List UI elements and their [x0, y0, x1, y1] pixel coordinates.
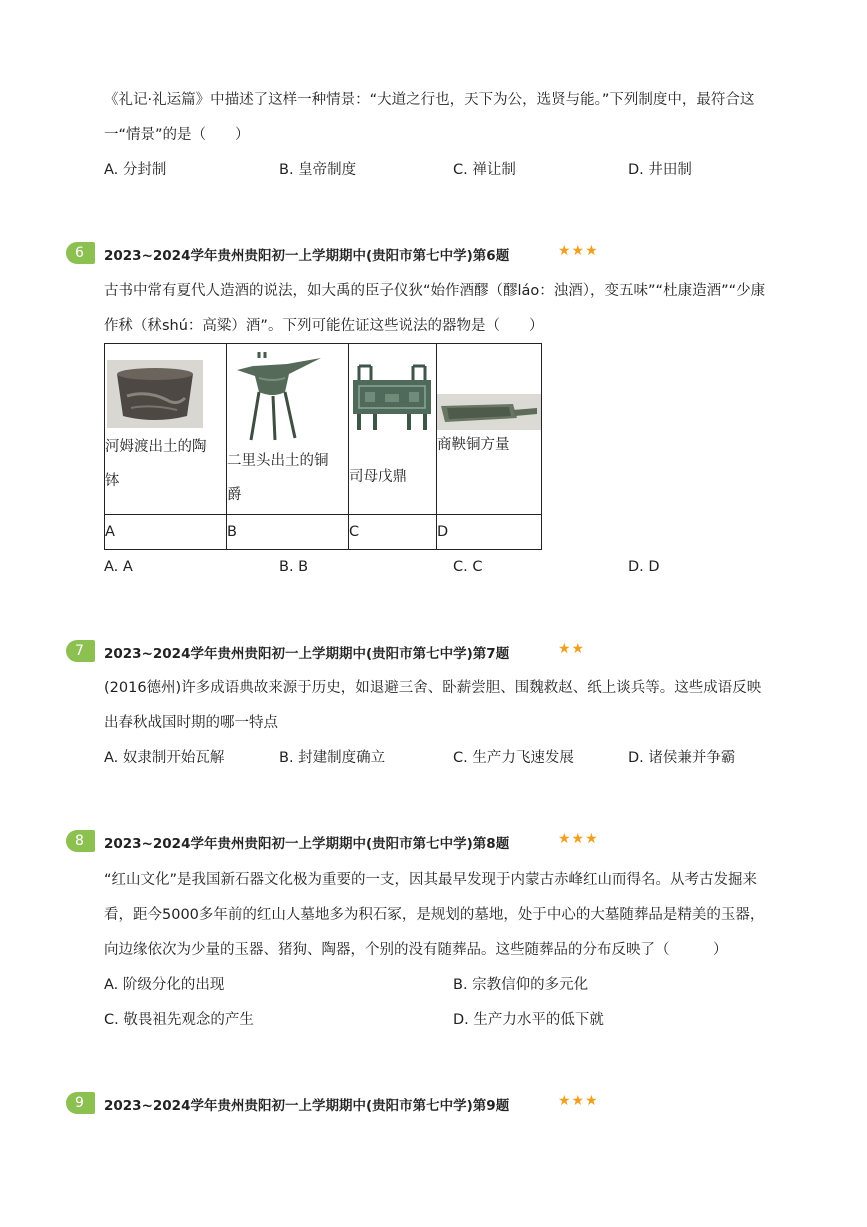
artifact-caption-d: 商鞅铜方量 [437, 437, 510, 453]
artifact-caption-b: 二里头出土的铜 爵 [227, 453, 329, 503]
question-source: 2023~2024学年贵州贵阳初一上学期期中(贵阳市第七中学)第8题 [104, 836, 510, 852]
q8-option-b[interactable]: B. 宗教信仰的多元化 [453, 977, 589, 993]
q7-option-a[interactable]: A. 奴隶制开始瓦解 [104, 750, 225, 766]
q5-stem-line1: 《礼记·礼运篇》中描述了这样一种情景：“大道之行也，天下为公，选贤与能。”下列制度中，最符合这 [104, 92, 755, 108]
q5-option-c[interactable]: C. 禅让制 [453, 162, 516, 178]
artifact-caption-a: 河姆渡出土的陶 钵 [105, 439, 207, 489]
artifact-cell-a [105, 344, 227, 515]
question-number-badge: 7 [66, 640, 95, 662]
artifact-label-c: C [349, 515, 437, 550]
q7-stem-line2: 出春秋战国时期的哪一特点 [104, 715, 278, 731]
q6-option-a[interactable]: A. A [104, 559, 133, 575]
artifact-label-a: A [105, 515, 227, 550]
question-source: 2023~2024学年贵州贵阳初一上学期期中(贵阳市第七中学)第9题 [104, 1098, 510, 1114]
bronze-measure-icon [437, 394, 541, 430]
question-number-badge: 8 [66, 830, 95, 852]
difficulty-stars: ★★ [558, 641, 586, 657]
bronze-ding-icon [349, 362, 435, 432]
bronze-jue-icon [229, 348, 325, 444]
artifact-cell-b [227, 344, 349, 515]
question-number-badge: 6 [66, 242, 95, 264]
q8-option-c[interactable]: C. 敬畏祖先观念的产生 [104, 1012, 254, 1028]
difficulty-stars: ★★★ [558, 831, 599, 847]
artifact-cell-c [349, 344, 437, 515]
q8-stem-line1: “红山文化”是我国新石器文化极为重要的一支，因其最早发现于内蒙古赤峰红山而得名。从考古发掘来 [104, 872, 758, 888]
q5-option-a[interactable]: A. 分封制 [104, 162, 167, 178]
q6-stem-line2: 作秫（秫shú：高粱）酒”。下列可能佐证这些说法的器物是（ ） [104, 318, 544, 334]
q6-option-b[interactable]: B. B [279, 559, 309, 575]
q7-option-d[interactable]: D. 诸侯兼并争霸 [628, 750, 736, 766]
q8-option-a[interactable]: A. 阶级分化的出现 [104, 977, 225, 993]
question-number-badge: 9 [66, 1092, 95, 1114]
difficulty-stars: ★★★ [558, 243, 599, 259]
q8-stem-line3: 向边缘依次为少量的玉器、猪狗、陶器，个别的没有随葬品。这些随葬品的分布反映了（ ） [104, 942, 728, 958]
artifact-table [104, 343, 542, 550]
artifact-label-d: D [437, 515, 542, 550]
q5-option-d[interactable]: D. 井田制 [628, 162, 692, 178]
q7-stem-line1: (2016德州)许多成语典故来源于历史，如退避三舍、卧薪尝胆、围魏救赵、纸上谈兵等。这些成语反映 [104, 680, 762, 696]
q7-option-b[interactable]: B. 封建制度确立 [279, 750, 386, 766]
q6-option-c[interactable]: C. C [453, 559, 483, 575]
difficulty-stars: ★★★ [558, 1093, 599, 1109]
artifact-cell-d [437, 344, 542, 515]
question-source: 2023~2024学年贵州贵阳初一上学期期中(贵阳市第七中学)第7题 [104, 646, 510, 662]
q6-option-d[interactable]: D. D [628, 559, 660, 575]
q8-stem-line2: 看，距今5000多年前的红山人墓地多为积石冢，是规划的墓地，处于中心的大墓随葬品是精美的玉器， [104, 907, 765, 923]
q5-stem-line2: 一“情景”的是（ ） [104, 127, 250, 143]
q7-option-c[interactable]: C. 生产力飞速发展 [453, 750, 574, 766]
artifact-caption-c: 司母戊鼎 [349, 469, 407, 485]
q6-stem-line1: 古书中常有夏代人造酒的说法，如大禹的臣子仪狄“始作酒醪（醪láo：浊酒），变五味”“杜康造酒”“少康 [104, 283, 766, 299]
q5-option-b[interactable]: B. 皇帝制度 [279, 162, 357, 178]
question-source: 2023~2024学年贵州贵阳初一上学期期中(贵阳市第七中学)第6题 [104, 248, 510, 264]
pottery-bowl-icon [107, 360, 203, 428]
artifact-label-b: B [227, 515, 349, 550]
q8-option-d[interactable]: D. 生产力水平的低下就 [453, 1012, 604, 1028]
